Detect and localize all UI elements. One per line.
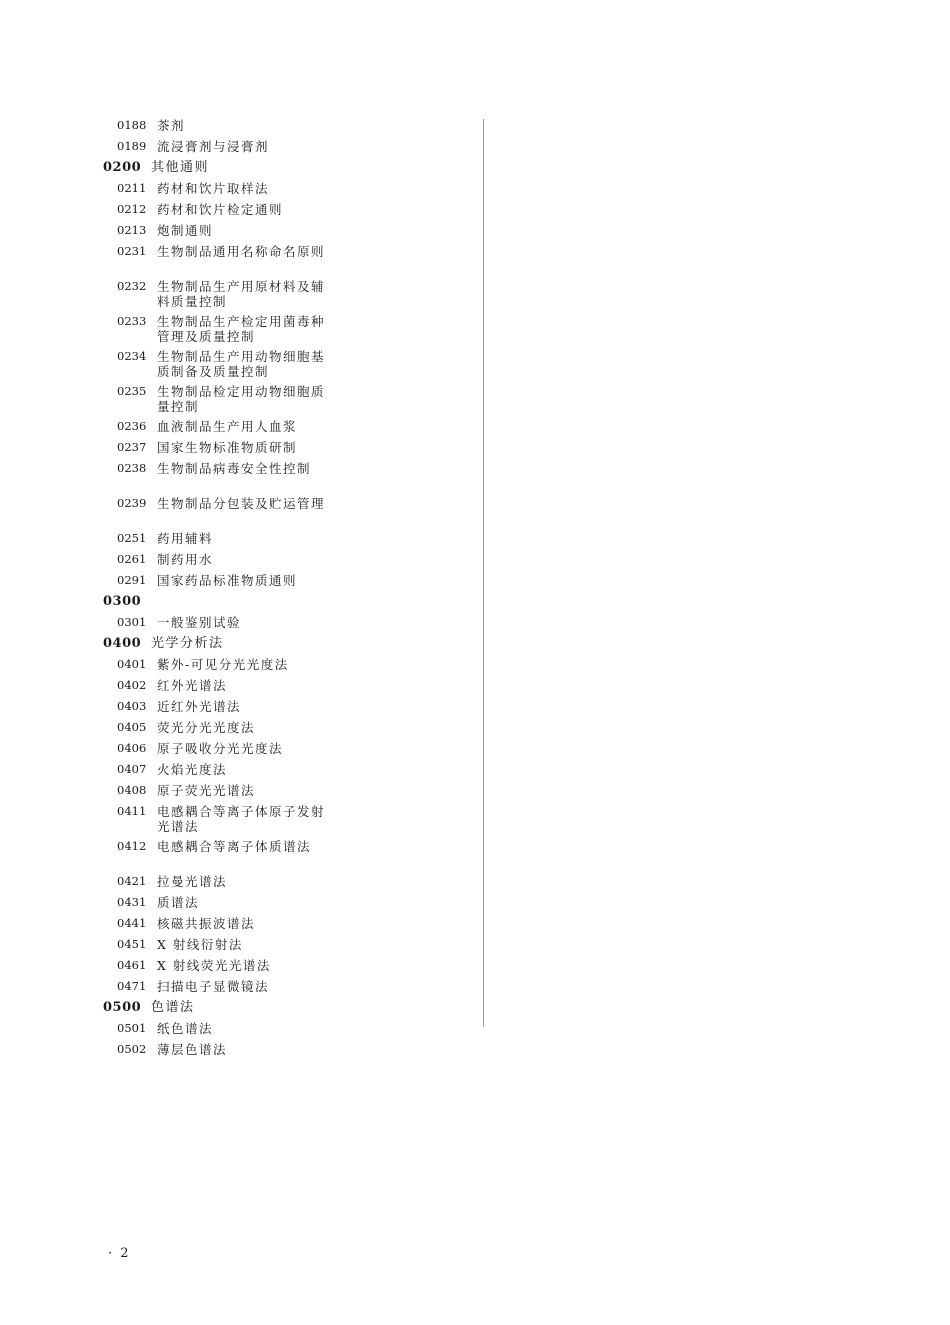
toc-item[interactable]: [103, 552, 328, 573]
toc-section[interactable]: [103, 594, 328, 615]
toc-code: 0421: [117, 874, 147, 888]
toc-item[interactable]: [103, 223, 328, 244]
toc-code: 0236: [117, 419, 147, 433]
toc-code: 0237: [117, 440, 147, 454]
toc-title: 生物制品通用名称命名原则: [157, 244, 326, 259]
toc-code: 0411: [117, 804, 147, 818]
toc-title: 色谱法: [151, 1000, 195, 1015]
toc-section[interactable]: [103, 636, 328, 657]
toc-item[interactable]: [103, 1042, 328, 1063]
toc-item[interactable]: [103, 118, 328, 139]
toc-code: 0406: [117, 741, 147, 755]
toc-code: 0234: [117, 349, 147, 363]
toc-code: 0402: [117, 678, 147, 692]
toc-title: 纸色谱法: [157, 1021, 214, 1036]
toc-title: 国家生物标准物质研制: [157, 440, 298, 455]
toc-code: 0441: [117, 916, 147, 930]
column-divider: [483, 119, 484, 1027]
toc-title: 拉曼光谱法: [157, 874, 228, 889]
toc-item[interactable]: [103, 895, 328, 916]
toc-title: 茶剂: [157, 118, 186, 133]
toc-title: 流浸膏剂与浸膏剂: [157, 139, 270, 154]
toc-item[interactable]: [103, 384, 328, 419]
toc-item[interactable]: [103, 461, 328, 496]
toc-item[interactable]: [103, 573, 328, 594]
toc-section[interactable]: [103, 1000, 328, 1021]
toc-title: 原子荧光光谱法: [157, 783, 256, 798]
toc-item[interactable]: [103, 874, 328, 895]
toc-item[interactable]: [103, 720, 328, 741]
toc-title: 扫描电子显微镜法: [157, 979, 270, 994]
toc-code: 0238: [117, 461, 147, 475]
toc-title: 血液制品生产用人血浆: [157, 419, 298, 434]
toc-section[interactable]: [103, 160, 328, 181]
toc-code: 0231: [117, 244, 147, 258]
toc-code: 0400: [103, 636, 142, 651]
toc-code: 0407: [117, 762, 147, 776]
toc-code: 0261: [117, 552, 147, 566]
toc-code: 0408: [117, 783, 147, 797]
toc-title: 生物制品生产检定用菌毒种管理及质量控制: [157, 314, 326, 344]
toc-title: 红外光谱法: [157, 678, 228, 693]
toc-code: 0211: [117, 181, 147, 195]
toc-title: 药材和饮片取样法: [157, 181, 270, 196]
toc-item[interactable]: [103, 1021, 328, 1042]
toc-title: 药材和饮片检定通则: [157, 202, 284, 217]
toc-code: 0401: [117, 657, 147, 671]
toc-item[interactable]: [103, 349, 328, 384]
toc-item[interactable]: [103, 699, 328, 720]
toc-title: 紫外-可见分光光度法: [157, 657, 289, 672]
toc-code: 0471: [117, 979, 147, 993]
toc-code: 0188: [117, 118, 147, 132]
toc-code: 0233: [117, 314, 147, 328]
toc-title: 一般鉴别试验: [157, 615, 242, 630]
toc-title: 光学分析法: [151, 636, 224, 651]
toc-code: 0239: [117, 496, 147, 510]
toc-title: 炮制通则: [157, 223, 214, 238]
table-of-contents: [103, 118, 328, 1063]
toc-code: 0500: [103, 1000, 142, 1015]
toc-item[interactable]: [103, 762, 328, 783]
toc-item[interactable]: [103, 804, 328, 839]
toc-code: 0232: [117, 279, 147, 293]
toc-code: 0451: [117, 937, 147, 951]
toc-title: 原子吸收分光光度法: [157, 741, 284, 756]
toc-code: 0200: [103, 160, 142, 175]
toc-item[interactable]: [103, 741, 328, 762]
toc-item[interactable]: [103, 181, 328, 202]
toc-code: 0251: [117, 531, 147, 545]
toc-title: 其他通则: [151, 160, 210, 175]
toc-title: 生物制品病毒安全性控制: [157, 461, 312, 476]
toc-title: 电感耦合等离子体质谱法: [157, 839, 312, 854]
toc-item[interactable]: [103, 496, 328, 531]
toc-code: 0412: [117, 839, 147, 853]
toc-title: X 射线衍射法: [157, 937, 243, 952]
toc-title: 荧光分光光度法: [157, 720, 256, 735]
toc-item[interactable]: [103, 615, 328, 636]
toc-code: 0213: [117, 223, 147, 237]
toc-item[interactable]: [103, 937, 328, 958]
toc-code: 0405: [117, 720, 147, 734]
toc-code: 0461: [117, 958, 147, 972]
page-number: · 2: [108, 1246, 131, 1261]
toc-code: 0501: [117, 1021, 147, 1035]
toc-item[interactable]: [103, 202, 328, 223]
toc-code: 0212: [117, 202, 147, 216]
toc-item[interactable]: [103, 531, 328, 552]
toc-title: 电感耦合等离子体原子发射光谱法: [157, 804, 326, 834]
toc-code: 0502: [117, 1042, 147, 1056]
toc-code: 0431: [117, 895, 147, 909]
toc-code: 0300: [103, 594, 142, 609]
toc-item[interactable]: [103, 839, 328, 874]
toc-title: 火焰光度法: [157, 762, 228, 777]
toc-item[interactable]: [103, 979, 328, 1000]
toc-code: 0301: [117, 615, 147, 629]
toc-item[interactable]: [103, 958, 328, 979]
toc-title: 近红外光谱法: [157, 699, 242, 714]
toc-code: 0291: [117, 573, 147, 587]
toc-item[interactable]: [103, 440, 328, 461]
toc-title: 药用辅料: [157, 531, 214, 546]
toc-item[interactable]: [103, 314, 328, 349]
toc-title: 制药用水: [157, 552, 214, 567]
toc-item[interactable]: [103, 139, 328, 160]
toc-title: 国家药品标准物质通则: [157, 573, 298, 588]
toc-title: 生物制品分包装及贮运管理: [157, 496, 326, 511]
toc-item[interactable]: [103, 657, 328, 678]
toc-code: 0189: [117, 139, 147, 153]
toc-title: 薄层色谱法: [157, 1042, 228, 1057]
toc-title: 质谱法: [157, 895, 200, 910]
toc-item[interactable]: [103, 678, 328, 699]
toc-item[interactable]: [103, 279, 328, 314]
toc-title: 生物制品生产用动物细胞基质制备及质量控制: [157, 349, 326, 379]
toc-item[interactable]: [103, 244, 328, 279]
toc-title: 生物制品生产用原材料及辅料质量控制: [157, 279, 326, 309]
toc-title: 核磁共振波谱法: [157, 916, 256, 931]
toc-item[interactable]: [103, 916, 328, 937]
toc-title: 生物制品检定用动物细胞质量控制: [157, 384, 326, 414]
toc-item[interactable]: [103, 419, 328, 440]
toc-title: X 射线荧光光谱法: [157, 958, 271, 973]
toc-code: 0403: [117, 699, 147, 713]
toc-item[interactable]: [103, 783, 328, 804]
toc-code: 0235: [117, 384, 147, 398]
